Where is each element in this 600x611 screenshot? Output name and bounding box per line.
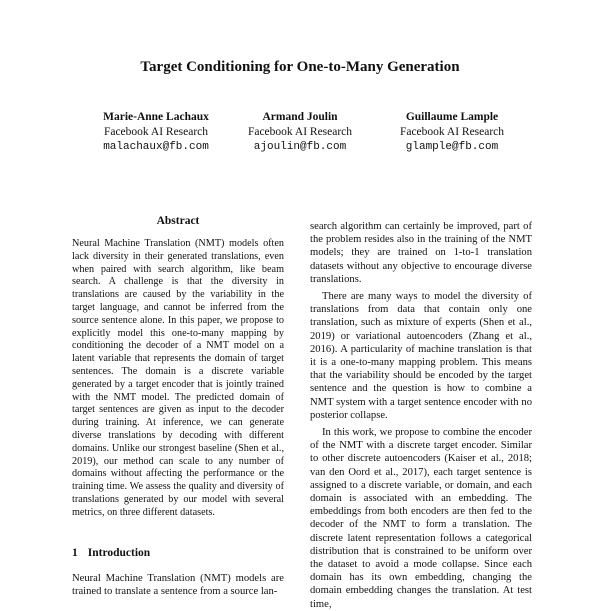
author-name: Marie-Anne Lachaux [103,111,209,123]
author-email: ajoulin@fb.com [253,141,347,153]
author-affiliation: Facebook AI Research [399,126,505,138]
author-email: glample@fb.com [405,141,499,153]
section-title: Introduction [87,547,151,559]
intro-text: Neural Machine Translation (NMT) models are trained to translate a sentence from a source lan- [72,573,284,598]
author-affiliation: Facebook AI Research [103,126,209,138]
right-paragraph-1: search algorithm can certainly be improved, part of the problem resides also in the training of the NMT models; they are trained on 1-to-1 translation datasets without any objective to encourage diverse translations. [310,221,532,285]
author-email: malachaux@fb.com [103,141,209,153]
abstract-text: Neural Machine Translation (NMT) models often lack diversity in their generated translations, even when paired with search algorithm, like beam search. A challenge is that the diversity in translations are caused by the variability in the target language, and cannot be inferred from the source sentence alone. In this paper, we propose to explicitly model this one-to-many mapping by conditioning the decoder of a NMT model on a latent variable that represents the domain of target sentences. The domain is a discrete variable generated by a target encoder that is jointly trained with the NMT model. The predicted domain of target sentences are given as input to the decoder during training. At inference, we can generate diverse translations by decoding with different domains. Unlike our strongest baseline (Shen et al., 2019), our method can scale to any number of domains without affecting the performance or the training time. We assess the quality and diversity of translations generated by our model with several metrics, on three different datasets. [72,238,284,518]
right-paragraph-2: There are many ways to model the diversity of translations from data that contain only one translation, such as mixture of experts (Shen et al., 2019) or variational autoencoders (Zhang et al., 2016). A particularity of machine translation is that it is a one-to-many mapping problem. This means that the variability should be encoded by the target sentence and the question is how to combine a NMT system with a target sentence encoder with no posterior collapse. [310,291,532,421]
section-number: 1 [72,547,78,559]
abstract-heading: Abstract [156,215,200,227]
paper-title: Target Conditioning for One-to-Many Generation [140,59,460,75]
author-affiliation: Facebook AI Research [247,126,353,138]
section-heading [72,547,160,559]
author-name: Armand Joulin [262,111,338,123]
right-paragraph-3: In this work, we propose to combine the encoder of the NMT with a discrete target encoder. Similar to other discrete autoencoders (Kaiser et al., 2018; van den Oord et al., 2017), each target sentence is assigned to a discrete variable, or domain, and each domain is associated with an embedding. The embeddings from both encoders are then fed to the decoder of the NMT to form a translation. The discrete latent representation follows a categorical distribution that is constrained to be uniform over the dataset to avoid a mode collapse. Since each domain has its own embedding, changing the domain embedding changes the translation. At test time, [310,427,532,610]
author-3 [362,110,542,155]
right-column [310,220,532,611]
abstract-column [72,238,284,520]
author-name: Guillaume Lample [405,111,499,123]
